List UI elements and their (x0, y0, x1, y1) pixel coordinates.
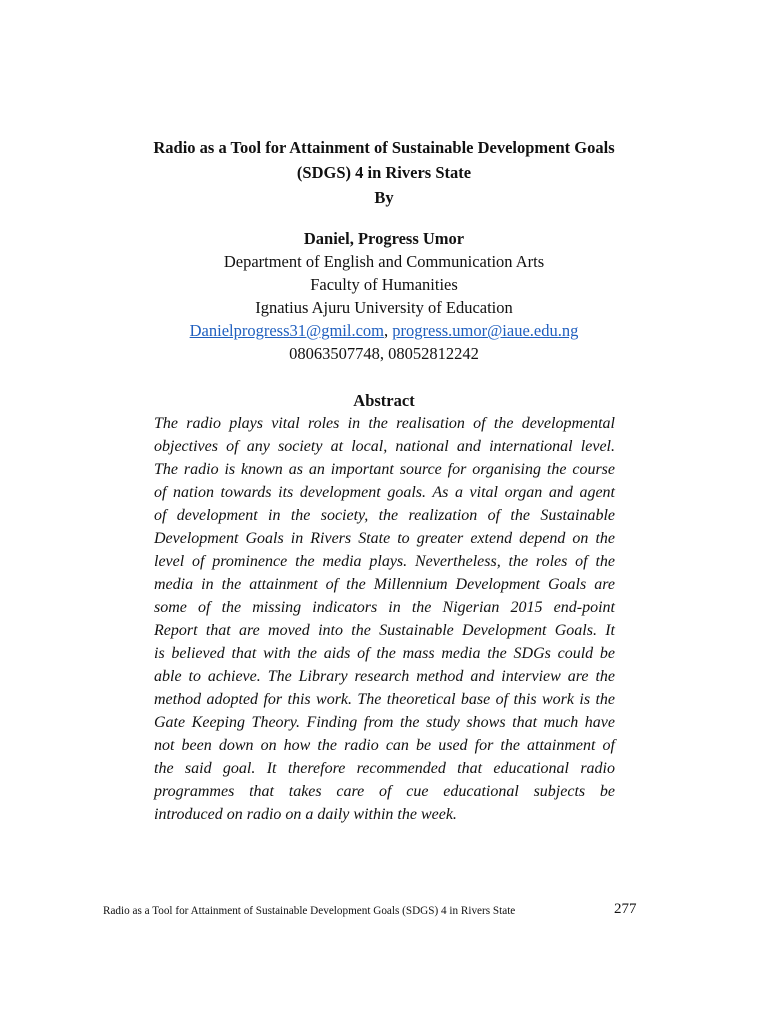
abstract-line: some of the missing indicators in the Nigerian 2015 end-point (154, 599, 615, 616)
abstract-line: introduced on radio on a daily within the week. (154, 806, 457, 823)
author-university: Ignatius Ajuru University of Education (255, 298, 513, 317)
abstract-line: level of prominence the media plays. Nevertheless, the roles of the (154, 553, 615, 570)
abstract-line: objectives of any society at local, national and international level. (154, 438, 615, 455)
abstract-line: media in the attainment of the Millennium Development Goals are (154, 576, 615, 593)
abstract-line: of development in the society, the realization of the Sustainable (154, 507, 615, 524)
abstract-line: The radio plays vital roles in the realisation of the developmental (154, 415, 615, 432)
abstract-line: able to achieve. The Library research method and interview are the (154, 668, 615, 685)
abstract-line: method adopted for this work. The theoretical base of this work is the (154, 691, 615, 708)
author-phones: 08063507748, 08052812242 (289, 344, 479, 363)
title-by: By (374, 188, 394, 207)
abstract-line: Gate Keeping Theory. Finding from the study shows that much have (154, 714, 615, 731)
email-link-2[interactable]: progress.umor@iaue.edu.ng (392, 321, 579, 340)
author-block (100, 227, 668, 365)
email-separator: , (384, 321, 393, 340)
abstract-line: Development Goals in Rivers State to greater extend depend on the (154, 530, 615, 547)
author-department: Department of English and Communication Arts (223, 252, 545, 271)
author-name: Daniel, Progress Umor (303, 229, 465, 248)
abstract-line: the said goal. It therefore recommended that educational radio (154, 760, 615, 777)
email-link-1[interactable]: Danielprogress31@gmil.com (189, 321, 384, 340)
abstract-heading: Abstract (353, 391, 415, 410)
abstract-body (154, 412, 615, 826)
title-line-1: Radio as a Tool for Attainment of Sustainable Development Goals (153, 138, 615, 157)
author-emails (100, 319, 668, 342)
author-faculty: Faculty of Humanities (310, 275, 458, 294)
title-line-2: (SDGS) 4 in Rivers State (296, 163, 472, 182)
abstract-line: programmes that takes care of cue educational subjects be (154, 783, 615, 800)
abstract-line: Report that are moved into the Sustainable Development Goals. It (154, 622, 615, 639)
abstract-line: not been down on how the radio can be used for the attainment of (154, 737, 615, 754)
running-footer: Radio as a Tool for Attainment of Sustainable Development Goals (SDGS) 4 in Rivers State (103, 905, 516, 917)
paper-title (100, 135, 668, 210)
page-number: 277 (614, 901, 637, 917)
abstract-line: of nation towards its development goals. As a vital organ and agent (154, 484, 615, 501)
abstract-line: The radio is known as an important source for organising the course (154, 461, 615, 478)
abstract-line: is believed that with the aids of the mass media the SDGs could be (154, 645, 615, 662)
